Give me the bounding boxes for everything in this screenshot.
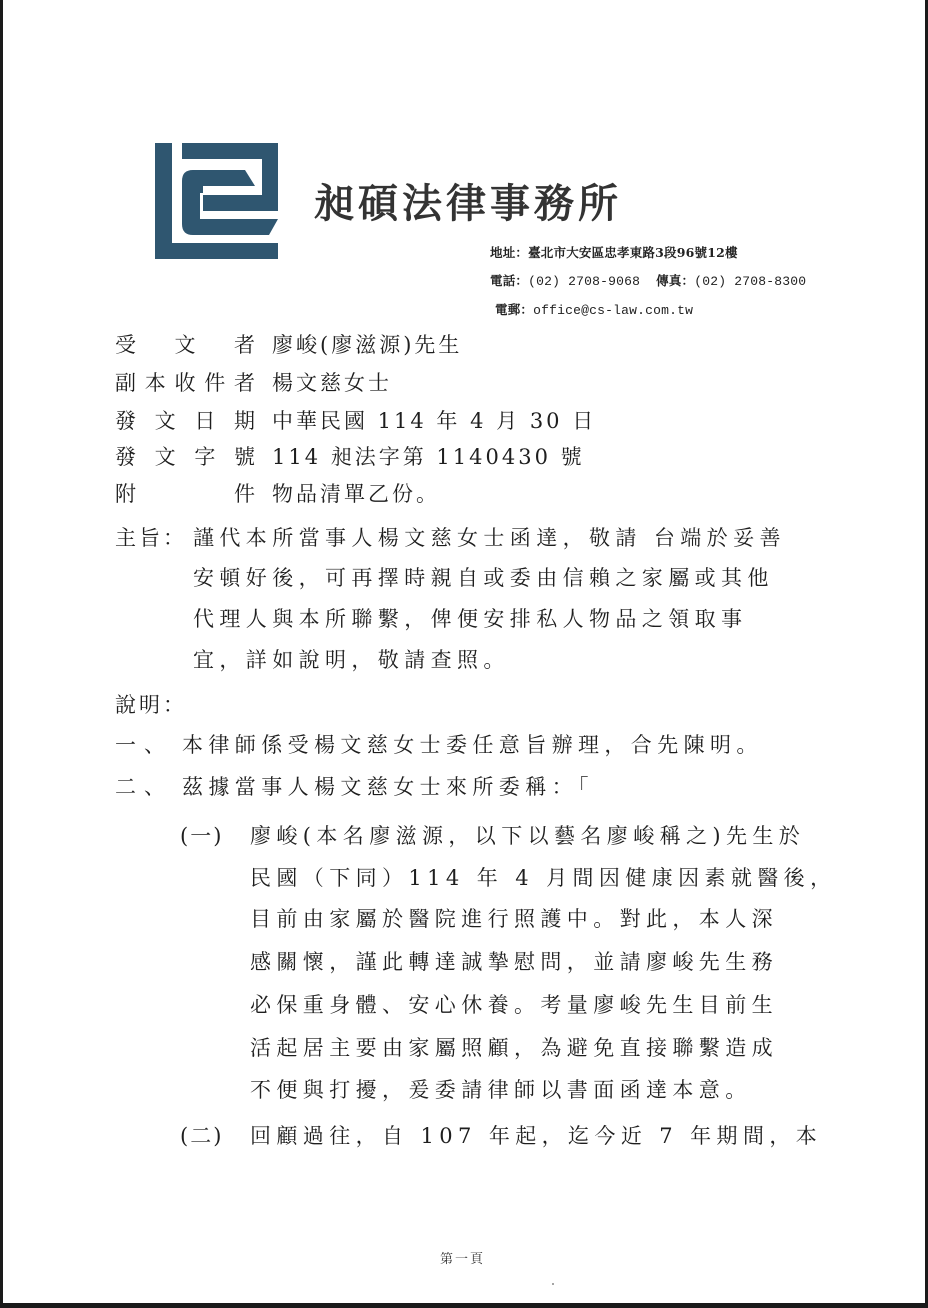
meta-cc-label: 副 本 收 件 者 — [115, 371, 255, 395]
sub-item-line: 民國（下同）114 年 4 月間因健康因素就醫後， — [250, 866, 837, 890]
fax-value: (02) 2708-8300 — [694, 274, 807, 289]
meta-date-label: 發 文 日 期 — [115, 409, 255, 433]
sub-item-line: 回顧過往，自 107 年起，迄今近 7 年期間，本 — [250, 1124, 823, 1148]
meta-cc-value: 楊文慈女士 — [272, 371, 392, 395]
meta-ref-no-label: 發 文 字 號 — [115, 445, 255, 469]
meta-recipient-value: 廖峻(廖滋源)先生 — [272, 333, 463, 357]
phone-label: 電話： — [490, 273, 529, 288]
phone-value: (02) 2708-9068 — [528, 274, 641, 289]
explanation-label: 說明： — [115, 693, 187, 717]
address-value: 臺北市大安區忠孝東路3段96號12樓 — [528, 245, 738, 260]
address-label: 地址： — [490, 245, 529, 260]
page-edge-bottom — [0, 1303, 928, 1308]
subject-line: 代理人與本所聯繫，俾便安排私人物品之領取事 — [193, 607, 748, 631]
explanation-item-marker: 一、 — [115, 733, 173, 757]
email-label: 電郵： — [495, 302, 534, 317]
meta-recipient-label: 受 文 者 — [115, 333, 255, 357]
subject-line: 宜，詳如說明，敬請查照。 — [193, 648, 510, 672]
sub-item-marker: (一) — [180, 824, 224, 848]
meta-date-value: 中華民國 114 年 4 月 30 日 — [272, 409, 597, 433]
scan-speck — [552, 1283, 554, 1285]
email-value: office@cs-law.com.tw — [533, 303, 694, 318]
meta-attachment-value: 物品清單乙份。 — [272, 482, 440, 506]
explanation-item-text: 茲據當事人楊文慈女士來所委稱：「 — [182, 775, 594, 799]
subject-line: 謹代本所當事人楊文慈女士函達，敬請 台端於妥善 — [193, 526, 786, 550]
explanation-item-text: 本律師係受楊文慈女士委任意旨辦理，合先陳明。 — [182, 733, 763, 757]
page-edge-left — [0, 0, 3, 1308]
address-line — [490, 243, 738, 261]
fax-label: 傳真： — [656, 273, 695, 288]
meta-ref-no-value: 114 昶法字第 1140430 號 — [272, 445, 585, 469]
firm-logo-icon — [155, 143, 278, 259]
sub-item-line: 必保重身體、安心休養。考量廖峻先生目前生 — [250, 993, 778, 1017]
sub-item-line: 活起居主要由家屬照顧，為避免直接聯繫造成 — [250, 1036, 778, 1060]
explanation-item-marker: 二、 — [115, 775, 173, 799]
page-number: 第一頁 — [440, 1252, 486, 1267]
sub-item-line: 不便與打擾，爰委請律師以書面函達本意。 — [250, 1078, 752, 1102]
subject-line: 安頓好後，可再擇時親自或委由信賴之家屬或其他 — [193, 566, 774, 590]
phone-fax-line — [490, 271, 806, 289]
firm-name: 昶碩法律事務所 — [314, 180, 622, 227]
email-line — [495, 300, 693, 318]
meta-attachment-label: 附 件 — [115, 482, 255, 506]
subject-label: 主旨： — [115, 526, 187, 550]
sub-item-line: 廖峻(本名廖滋源，以下以藝名廖峻稱之)先生於 — [250, 824, 806, 848]
sub-item-line: 感關懷，謹此轉達誠摯慰問，並請廖峻先生務 — [250, 950, 778, 974]
sub-item-line: 目前由家屬於醫院進行照護中。對此，本人深 — [250, 907, 778, 931]
sub-item-marker: (二) — [180, 1124, 224, 1148]
